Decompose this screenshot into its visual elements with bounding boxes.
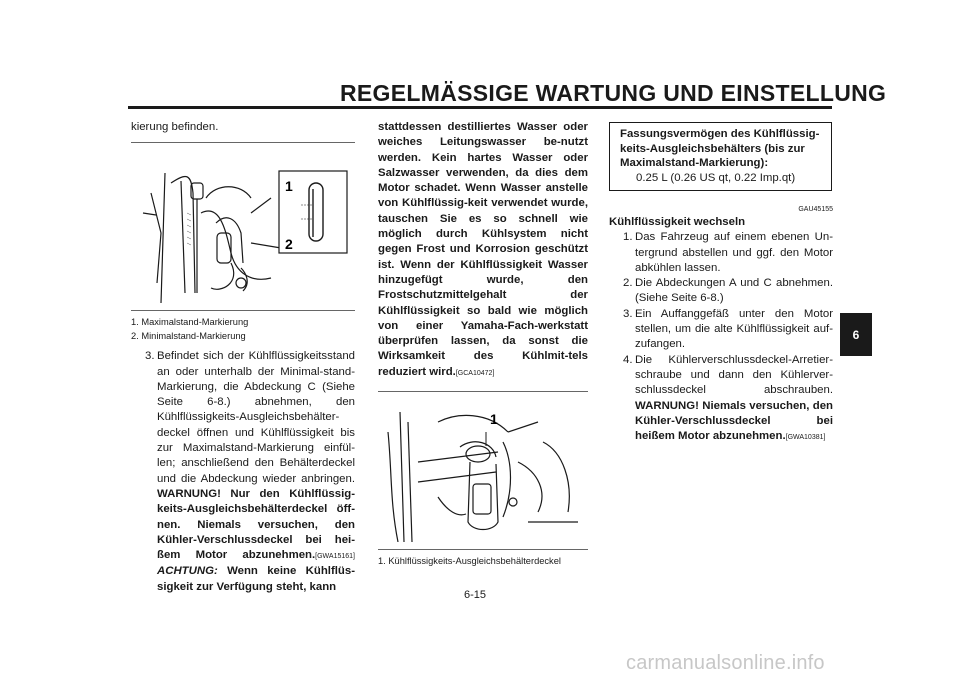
header-rule [128,106,832,109]
warning-text: WARNUNG! Niemals versuchen, den Kühler-Verschlussdeckel bei heißem Motor abzunehmen. [635,399,833,443]
divider [378,391,588,392]
achtung-label: ACHTUNG: [157,565,218,578]
reference-code: GAU45155 [798,206,833,213]
coolant-reservoir-figure [131,153,355,303]
figure-caption [131,315,355,343]
achtung-text: Wenn keine Kühlflüs-sigkeit zur Verfügung steht, kann [157,565,355,593]
step-number: 3. [623,307,633,320]
figure-label-2: 2 [285,236,293,253]
divider [131,142,355,143]
step-number: 2. [623,277,633,290]
step-number: 3. [145,350,155,363]
step-item [131,349,355,595]
spec-box [609,122,832,191]
step-item [609,230,833,276]
page-title: REGELMÄSSIGE WARTUNG UND EINSTELLUNG [340,80,887,106]
spec-title: Fassungsvermögen des Kühlflüssig-keits-Ausgleichsbehälters (bis zur Maximalstand-Markierung): [620,128,820,169]
warning-code: [GWA10381] [785,434,826,442]
caption-item: 2. Minimalstand-Markierung [131,331,246,342]
notice-code: [GCA10472] [455,369,495,377]
warning-text: WARNUNG! Nur den Kühlflüssig-keits-Ausgleichsbehälterdeckel öff-nen. Niemals versuchen, den Kühler-Verschlussdeckel bei hei-ßem Motor abzunehmen. [157,487,355,562]
coolant-reservoir-drawing [131,153,355,303]
figure-caption: 1. Kühlflüssigkeits-Ausgleichsbehälterdeckel [378,556,561,567]
notice-body: stattdessen destilliertes Wasser oder weiches Leitungswasser be-nutzt werden. Kein hartes Wasser oder Salzwasser verwenden, da dies dem Motor schadet. Wenn Wasser anstelle von Kühlflüssig-keit verwendet wurde, tauschen Sie es so schnell wie möglich durch Kühlsystem nicht gegen Frost und Korrosion geschützt ist. Wenn der Kühlflüssigkeit Wasser hinzugefügt wurde, den Frostschutzmittelgehalt der Kühlflüssigkeit so bald wie möglich von einer Yamaha-Fach-werkstatt überprüfen lassen, da sonst die Wirksamkeit des Kühlmit-tels reduziert wird. [378,121,588,378]
step-item [609,353,833,446]
column-right [609,120,833,445]
figure-label-1: 1 [490,411,498,428]
spec-value: 0.25 L (0.26 US qt, 0.22 Imp.qt) [636,171,796,184]
column-middle [378,120,588,568]
step-text: Das Fahrzeug auf einem ebenen Un-tergrund abstellen und ggf. den Motor abkühlen lassen. [635,231,833,274]
step-text: Die Abdeckungen A und C abnehmen. (Siehe Seite 6-8.) [635,277,833,305]
step-number: 1. [623,231,633,244]
step-list [609,230,833,445]
reservoir-cap-figure [378,402,588,542]
reservoir-cap-drawing [378,402,588,542]
chapter-tab[interactable]: 6 [840,313,872,356]
step-text: Ein Auffanggefäß unter den Motor stellen, um die alte Kühlflüssigkeit auf-zufangen. [635,307,833,351]
watermark: carmanualsonline.info [626,652,825,674]
section-title: Kühlflüssigkeit wechseln [609,216,746,228]
step-text: Befindet sich der Kühlflüssigkeitsstand an oder unterhalb der Minimal-stand-Markierung, die Abdeckung C (Siehe Seite 6-8.) abnehmen, den Kühlflüssigkeits-Ausgleichsbehälter-deckel öffnen und Kühlflüssigkeit bis zur Maximalstand-Markierung einfül-len; anschließend den Behälterdeckel und die Abdeckung wieder anbringen. [157,350,355,485]
warning-code: [GWA15161] [315,553,355,561]
notice-text [378,120,588,381]
page-number: 6-15 [464,589,487,601]
step-item [609,307,833,353]
step-item [609,276,833,307]
divider [131,310,355,311]
step-number: 4. [623,353,633,366]
caption-item: 1. Maximalstand-Markierung [131,317,249,328]
step-text: Die Kühlerverschlussdeckel-Arretier-schraube und dann den Kühlerver-schlussdeckel abschrauben. [635,353,833,397]
column-left [131,120,355,595]
intro-text: kierung befinden. [131,121,219,133]
figure-label-1: 1 [285,178,293,195]
divider [378,549,588,550]
